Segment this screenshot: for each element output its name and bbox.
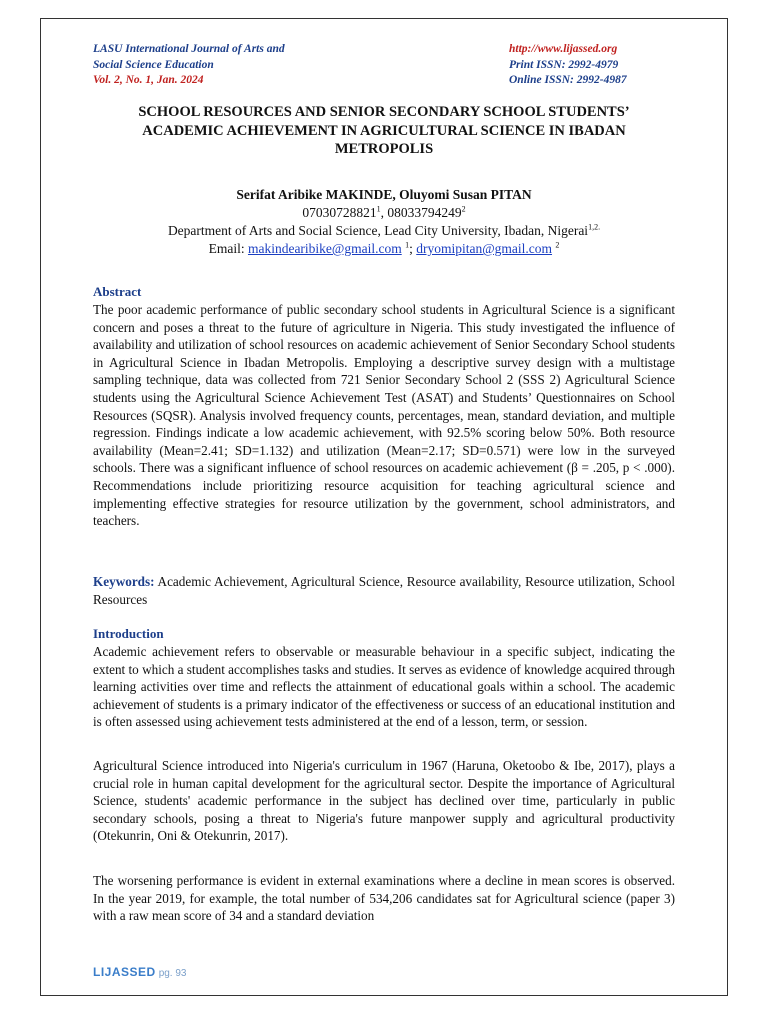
author-affiliation	[93, 222, 675, 240]
email-2-sup: 2	[555, 240, 560, 250]
intro-paragraph-1: Academic achievement refers to observable or measurable behaviour in a specific subject, indicating the extent to which a student accomplishes tasks and studies. It serves as evidence of knowledge acquired through learning activities over time and reflects the attainment of educational goals within a school. The academic achievement of students is a primary indicator of the effectiveness or success of an educational institution and is often assessed using achievement tests administered at the end of a lesson, term, or session.	[93, 644, 675, 730]
abstract-text: The poor academic performance of public secondary school students in Agricultural Science is a significant concern and poses a threat to the future of agriculture in Nigeria. This study investigated the influence of availability and utilization of school resources on academic achievement of Senior Secondary School students in Agricultural Science in Ibadan Metropolis. Employing a descriptive survey design with a multistage sampling technique, data was collected from 721 Senior Secondary School 2 (SSS 2) Agricultural Science students using the Agricultural Science Achievement Test (ASAT) and Students’ Questionnaires on School Resources (SQSR). Analysis involved frequency counts, percentages, mean, standard deviation, and multiple regression. Findings indicate a low academic achievement, with 92.5% scoring below 50%. Both resource availability (Mean=2.41; SD=1.132) and utilization (Mean=2.17; SD=0.571) were low in the surveyed schools. There was a significant influence of school resources on academic achievement (β = .205, p < .000). Recommendations include prioritizing resource acquisition for teaching agricultural science and implementing effective strategies for resource utilization by the government, school administrators, and teachers.	[93, 302, 675, 529]
introduction-heading: Introduction	[93, 626, 164, 641]
author-phones: 07030728821$^1$, 08033794249$^2$	[302, 204, 466, 220]
phone-2-sup: 2	[461, 204, 466, 214]
keywords	[93, 573, 675, 608]
journal-issn-info	[509, 42, 627, 89]
journal-url[interactable]: http://www.lijassed.org	[509, 43, 618, 55]
email-label: Email:	[208, 241, 245, 256]
affiliation-text: Department of Arts and Social Science, Lead City University, Ibadan, Nigerai	[167, 223, 589, 238]
author-block	[93, 186, 675, 258]
phone-2: 08033794249	[387, 205, 462, 220]
journal-name-line1: LASU International Journal of Arts and	[93, 43, 285, 55]
page-footer	[93, 965, 187, 979]
keywords-text: Academic Achievement, Agricultural Science, Resource availability, Resource utilization, School Resources	[93, 574, 675, 607]
journal-volume: Vol. 2, No. 1, Jan. 2024	[93, 74, 204, 86]
title-line1: SCHOOL RESOURCES AND SENIOR SECONDARY SCHOOL STUDENTS’	[138, 104, 630, 120]
intro-paragraph-3: The worsening performance is evident in external examinations where a decline in mean scores is observed. In the year 2019, for example, the total number of 534,206 candidates sat for Agricultural science (paper 3) with a raw mean score of 34 and a standard deviation	[93, 873, 675, 924]
author-names: Serifat Aribike MAKINDE, Oluyomi Susan PITAN	[236, 187, 532, 202]
title-line2: ACADEMIC ACHIEVEMENT IN AGRICULTURAL SCIENCE IN IBADAN	[142, 122, 626, 139]
email-link-2[interactable]: dryomipitan@gmail.com	[416, 241, 553, 256]
affiliation-sup: 1,2.	[588, 222, 601, 232]
journal-name-line2: Social Science Education	[93, 58, 214, 71]
footer-page-number: pg. 93	[158, 968, 187, 979]
phone-1-sup: 1	[376, 204, 381, 214]
phone-1: 07030728821	[302, 205, 377, 220]
abstract-heading: Abstract	[93, 284, 142, 299]
email-1-sup: 1	[405, 240, 410, 250]
paper-title	[93, 103, 675, 159]
keywords-label: Keywords:	[93, 574, 155, 589]
author-emails: Email: makindearibike@gmail.com $^1$; dryomipitan@gmail.com $^2$	[208, 240, 560, 256]
footer-brand: LIJASSED	[93, 965, 156, 979]
print-issn: Print ISSN: 2992-4979	[509, 58, 619, 71]
journal-info	[93, 42, 285, 89]
title-line3: METROPOLIS	[334, 141, 434, 157]
intro-paragraph-2: Agricultural Science introduced into Nigeria's curriculum in 1967 (Haruna, Oketoobo & Ibe, 2017), plays a crucial role in human capital development for the agricultural sector. Despite the importance of Agricultural Science, students' academic performance in the subject has declined over time, particularly in public secondary schools, posing a threat to Nigeria's future manpower supply and agricultural productivity (Otekunrin, Oni & Otekunrin, 2017).	[93, 758, 675, 844]
email-link-1[interactable]: makindearibike@gmail.com	[247, 241, 402, 256]
online-issn: Online ISSN: 2992-4987	[509, 74, 627, 86]
